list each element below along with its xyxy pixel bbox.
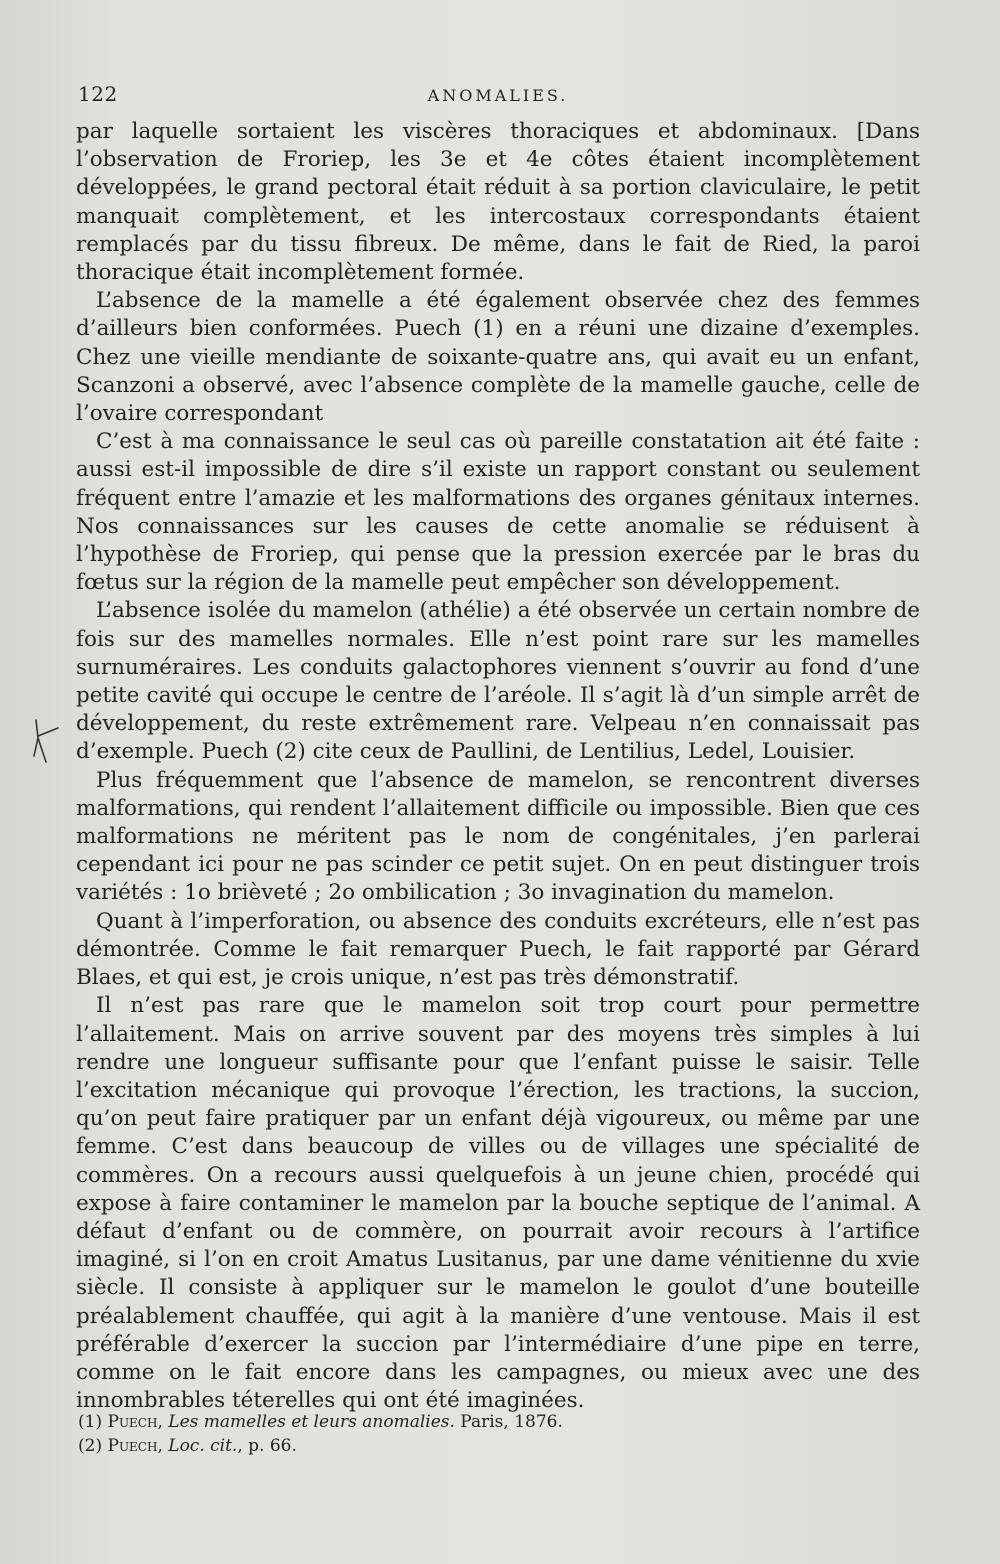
- running-head: ANOMALIES.: [427, 86, 569, 105]
- paragraph: par laquelle sortaient les viscères thoraciques et abdominaux. [Dans l’observation de Froriep, les 3e et 4e côtes étaient incomplètement développées, le grand pectoral était réduit à sa portion claviculaire, le petit manquait complètement, et les intercostaux correspondants étaient remplacés par du tissu fibreux. De même, dans le fait de Ried, la paroi thoracique était incomplètement formée.: [76, 119, 920, 286]
- footnote-rest: Paris, 1876.: [454, 1412, 563, 1432]
- footnote-mark: (1): [78, 1412, 103, 1432]
- footnote-title: Les mamelles et leurs anomalies.: [168, 1412, 455, 1432]
- footnote-author: Puech: [107, 1412, 158, 1432]
- paragraph: L’absence de la mamelle a été également observée chez des femmes d’ailleurs bien conformées. Puech (1) en a réuni une dizaine d’exemples. Chez une vieille mendiante de soixante-quatre ans, qui avait eu un enfant, Scanzoni a observé, avec l’absence complète de la mamelle gauche, celle de l’ovaire correspondant: [76, 288, 920, 427]
- paragraph: Quant à l’imperforation, ou absence des conduits excréteurs, elle n’est pas démontrée. Comme le fait remarquer Puech, le fait rapporté par Gérard Blaes, et qui est, je crois unique, n’est pas très démonstratif.: [76, 908, 920, 991]
- body-text: [76, 118, 920, 1415]
- footnote-author: Puech: [107, 1436, 158, 1456]
- footnote: (1) Puech, Les mamelles et leurs anomalies. Paris, 1876.: [78, 1412, 563, 1432]
- handwritten-margin-mark-icon: [28, 716, 68, 766]
- paragraph: L’absence isolée du mamelon (athélie) a été observée un certain nombre de fois sur des mamelles normales. Elle n’est point rare sur les mamelles surnuméraires. Les conduits galactophores viennent s’ouvrir au fond d’une petite cavité qui occupe le centre de l’aréole. Il s’agit là d’un simple arrêt de développement, du reste extrêmement rare. Velpeau n’en connaissait pas d’exemple. Puech (2) cite ceux de Paullini, de Lentilius, Ledel, Louisier.: [76, 598, 920, 765]
- paragraph: C’est à ma connaissance le seul cas où pareille constatation ait été faite : aussi est-il impossible de dire s’il existe un rapport constant ou seulement fréquent entre l’amazie et les malformations des organes génitaux internes. Nos connaissances sur les causes de cette anomalie se réduisent à l’hypothèse de Froriep, qui pense que la pression exercée par le bras du fœtus sur la région de la mamelle peut empêcher son développement.: [76, 429, 920, 596]
- footnote-rest: , p. 66.: [237, 1436, 297, 1456]
- footnote-title: Loc. cit.: [168, 1436, 238, 1456]
- paragraph: Il n’est pas rare que le mamelon soit trop court pour permettre l’allaitement. Mais on arrive souvent par des moyens très simples à lui rendre une longueur suffisante pour que l’enfant puisse le saisir. Telle l’excitation mécanique qui provoque l’érection, les tractions, la succion, qu’on peut faire pratiquer par un enfant déjà vigoureux, ou même par une femme. C’est dans beaucoup de villes ou de villages une spécialité de commères. On a recours aussi quelquefois à un jeune chien, procédé qui expose à faire contaminer le mamelon par la bouche septique de l’animal. A défaut d’enfant ou de commère, on pourrait avoir recours à l’artifice imaginé, si l’on en croit Amatus Lusitanus, par une dame vénitienne du xvie siècle. Il consiste à appliquer sur le mamelon le goulot d’une bouteille préalablement chauffée, qui agit à la manière d’une ventouse. Mais il est préférable d’exercer la succion par l’intermédiaire d’une pipe en terre, comme on le fait encore dans les campagnes, ou mieux avec une des innombrables téterelles qui ont été imaginées.: [76, 993, 920, 1414]
- footnote: (2) Puech, Loc. cit., p. 66.: [78, 1436, 297, 1456]
- page-number: 122: [78, 82, 118, 106]
- paragraph: Plus fréquemment que l’absence de mamelon, se rencontrent diverses malformations, qui rendent l’allaitement difficile ou impossible. Bien que ces malformations ne méritent pas le nom de congénitales, j’en parlerai cependant ici pour ne pas scinder ce petit sujet. On en peut distinguer trois variétés : 1o brièveté ; 2o ombilication ; 3o invagination du mamelon.: [76, 767, 920, 906]
- footnotes: [78, 1410, 898, 1458]
- page-header: [78, 82, 918, 112]
- footnote-mark: (2): [78, 1436, 103, 1456]
